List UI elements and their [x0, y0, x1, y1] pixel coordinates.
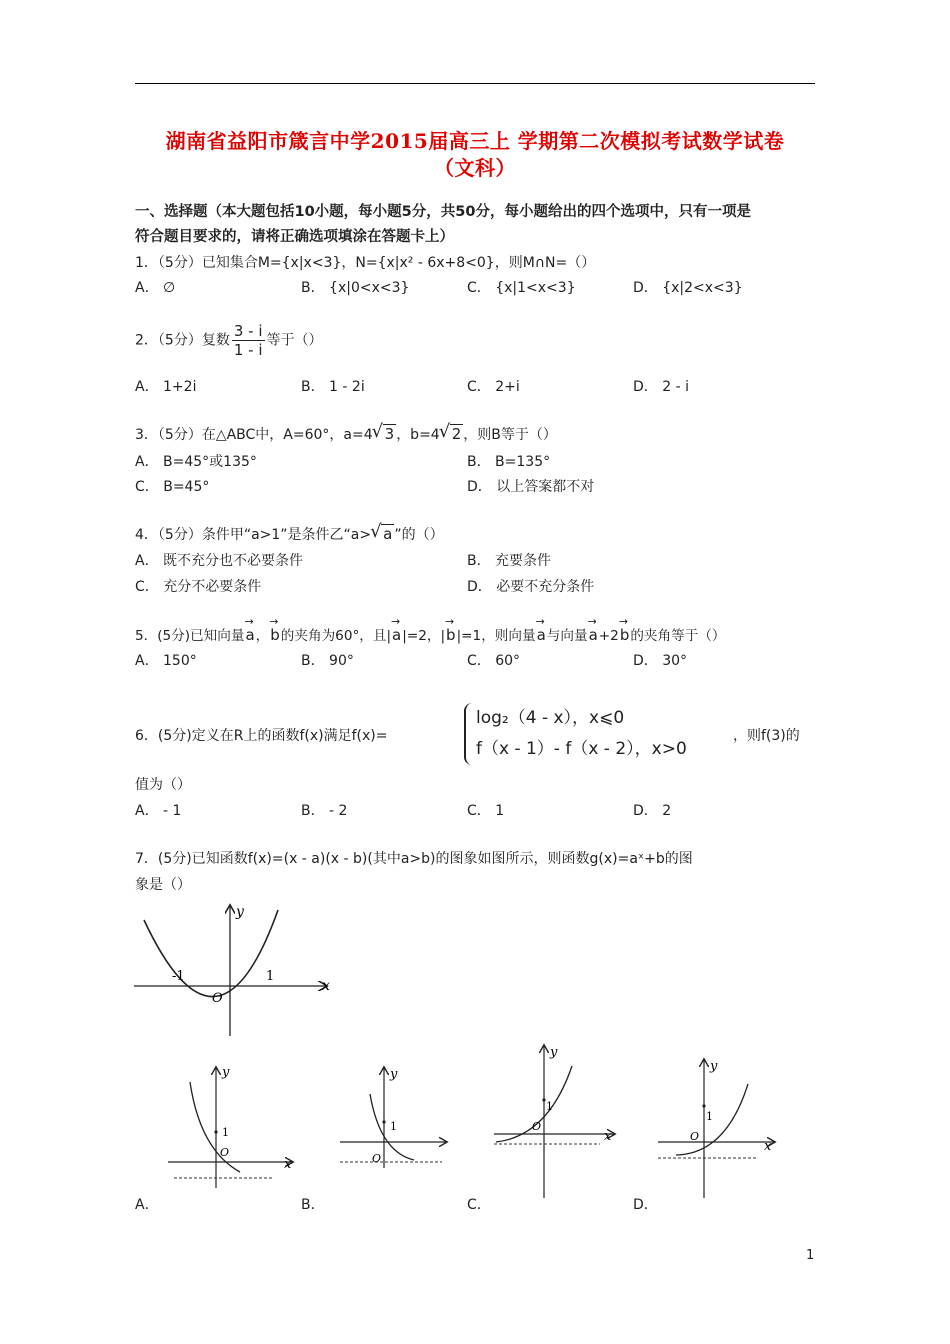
question-7-line1: 7．(5分)已知函数f(x)=(x - a)(x - b)(其中a>b)的图象如图所示，则函数g(x)=aˣ+b的图	[135, 851, 693, 867]
question-6-suffix: ，则f(3)的	[733, 728, 800, 744]
y-label: y	[236, 904, 244, 920]
vector-b: → b	[619, 626, 631, 644]
question-6-prefix: 6．(5分)定义在R上的函数f(x)满足f(x)=	[135, 728, 388, 744]
q4-option-d[interactable]: D． 必要不充分条件	[467, 579, 595, 595]
origin-label: O	[212, 991, 223, 1006]
svg-text:1: 1	[546, 1100, 553, 1113]
svg-text:O: O	[220, 1146, 230, 1159]
svg-text:1: 1	[706, 1110, 713, 1123]
svg-text:x: x	[284, 1157, 292, 1172]
sqrt-3: √ 3	[383, 424, 397, 443]
svg-text:y: y	[390, 1067, 398, 1082]
q5-option-b[interactable]: B． 90°	[301, 653, 354, 669]
option-c-graph	[490, 1040, 620, 1200]
q7-option-b[interactable]: B．	[301, 1197, 325, 1213]
q2-option-a[interactable]: A． 1+2i	[135, 379, 197, 395]
svg-text:y: y	[222, 1065, 230, 1080]
tick-neg1: -1	[172, 969, 185, 984]
parabola-curve	[144, 910, 278, 997]
paper-subtitle: （文科）	[434, 156, 516, 180]
q5-option-a[interactable]: A． 150°	[135, 653, 197, 669]
x-label: x	[322, 978, 330, 994]
svg-text:y: y	[710, 1059, 718, 1074]
q3-option-c[interactable]: C． B=45°	[135, 479, 210, 495]
question-2-stem: 2．（5分）复数 $\frac{3 - i}{1 - i}$ 等于（）	[135, 322, 323, 359]
question-5-stem: 5．(5分)已知向量→ a，→ b的夹角为60°，且|→ a|=2，|→ b|=1，则向量→ a与向量→ a+2→ b的夹角等于（）	[135, 624, 726, 644]
vector-b: → b	[269, 626, 281, 644]
svg-text:1: 1	[222, 1126, 229, 1139]
vector-a: → a	[244, 626, 255, 644]
svg-text:O: O	[690, 1130, 700, 1143]
option-b-graph	[334, 1060, 454, 1170]
svg-text:y: y	[550, 1045, 558, 1060]
q3-option-d[interactable]: D． 以上答案都不对	[467, 479, 595, 495]
sqrt-a: √ a	[381, 524, 394, 543]
q4-option-a[interactable]: A． 既不充分也不必要条件	[135, 553, 304, 569]
question-7-line2: 象是（）	[135, 877, 191, 893]
vector-a: → a	[588, 626, 599, 644]
paper-title: 湖南省益阳市箴言中学2015届高三上 学期第二次模拟考试数学试卷	[165, 129, 785, 153]
q6-option-a[interactable]: A． - 1	[135, 803, 182, 819]
q6-option-c[interactable]: C． 1	[467, 803, 505, 819]
question-3-stem: 3．（5分）在△ABC中，A=60°，a=4√ 3 ，b=4√ 2 ，则B等于（）	[135, 424, 557, 444]
q2-option-b[interactable]: B． 1 - 2i	[301, 379, 365, 395]
svg-text:1: 1	[390, 1120, 397, 1133]
option-a-graph	[160, 1060, 300, 1190]
svg-text:x: x	[604, 1129, 612, 1144]
top-rule	[135, 83, 815, 84]
q2-option-d[interactable]: D． 2 - i	[633, 379, 689, 395]
option-d-graph	[656, 1054, 780, 1200]
q7-option-c[interactable]: C．	[467, 1197, 491, 1213]
vector-b: → b	[445, 626, 457, 644]
q4-option-c[interactable]: C． 充分不必要条件	[135, 579, 262, 595]
section-heading: 一、选择题（本大题包括10小题，每小题5分，共50分，每小题给出的四个选项中，只有一项是 符合题目要求的，请将正确选项填涂在答题卡上）	[135, 204, 751, 245]
q7-option-a[interactable]: A．	[135, 1197, 159, 1213]
q2-option-c[interactable]: C． 2+i	[467, 379, 520, 395]
svg-text:O: O	[372, 1152, 382, 1165]
question-1-stem: 1．（5分）已知集合M={x|x<3}，N={x|x² - 6x+8<0}，则M∩N=（）	[135, 255, 596, 271]
q1-option-a[interactable]: A． ∅	[135, 280, 176, 296]
q1-option-b[interactable]: B． {x|0<x<3}	[301, 280, 410, 296]
svg-text:O: O	[532, 1120, 542, 1133]
q6-option-b[interactable]: B． - 2	[301, 803, 348, 819]
svg-text:x: x	[764, 1139, 772, 1154]
q3-option-a[interactable]: A． B=45°或135°	[135, 454, 257, 470]
vector-a: → a	[391, 626, 402, 644]
q6-option-d[interactable]: D． 2	[633, 803, 672, 819]
q1-option-d[interactable]: D． {x|2<x<3}	[633, 280, 743, 296]
sqrt-2: √ 2	[450, 424, 464, 443]
page-number: 1	[806, 1248, 815, 1263]
q7-option-d[interactable]: D．	[633, 1197, 658, 1213]
tick-1: 1	[266, 969, 275, 984]
parabola-graph	[130, 900, 340, 1040]
question-6-line2: 值为（）	[135, 777, 191, 793]
q3-option-b[interactable]: B． B=135°	[467, 454, 551, 470]
vector-a: → a	[536, 626, 547, 644]
q1-option-c[interactable]: C． {x|1<x<3}	[467, 280, 576, 296]
q5-option-c[interactable]: C． 60°	[467, 653, 521, 669]
question-4-stem: 4．（5分）条件甲“a>1”是条件乙“a>√ a ”的（）	[135, 524, 444, 544]
q5-option-d[interactable]: D． 30°	[633, 653, 688, 669]
fraction: $\frac{3 - i}{1 - i}$	[233, 322, 263, 359]
q4-option-b[interactable]: B． 充要条件	[467, 553, 552, 569]
piecewise-function: log₂（4 - x），x⩽0 f（x - 1）- f（x - 2），x>0	[464, 703, 687, 765]
